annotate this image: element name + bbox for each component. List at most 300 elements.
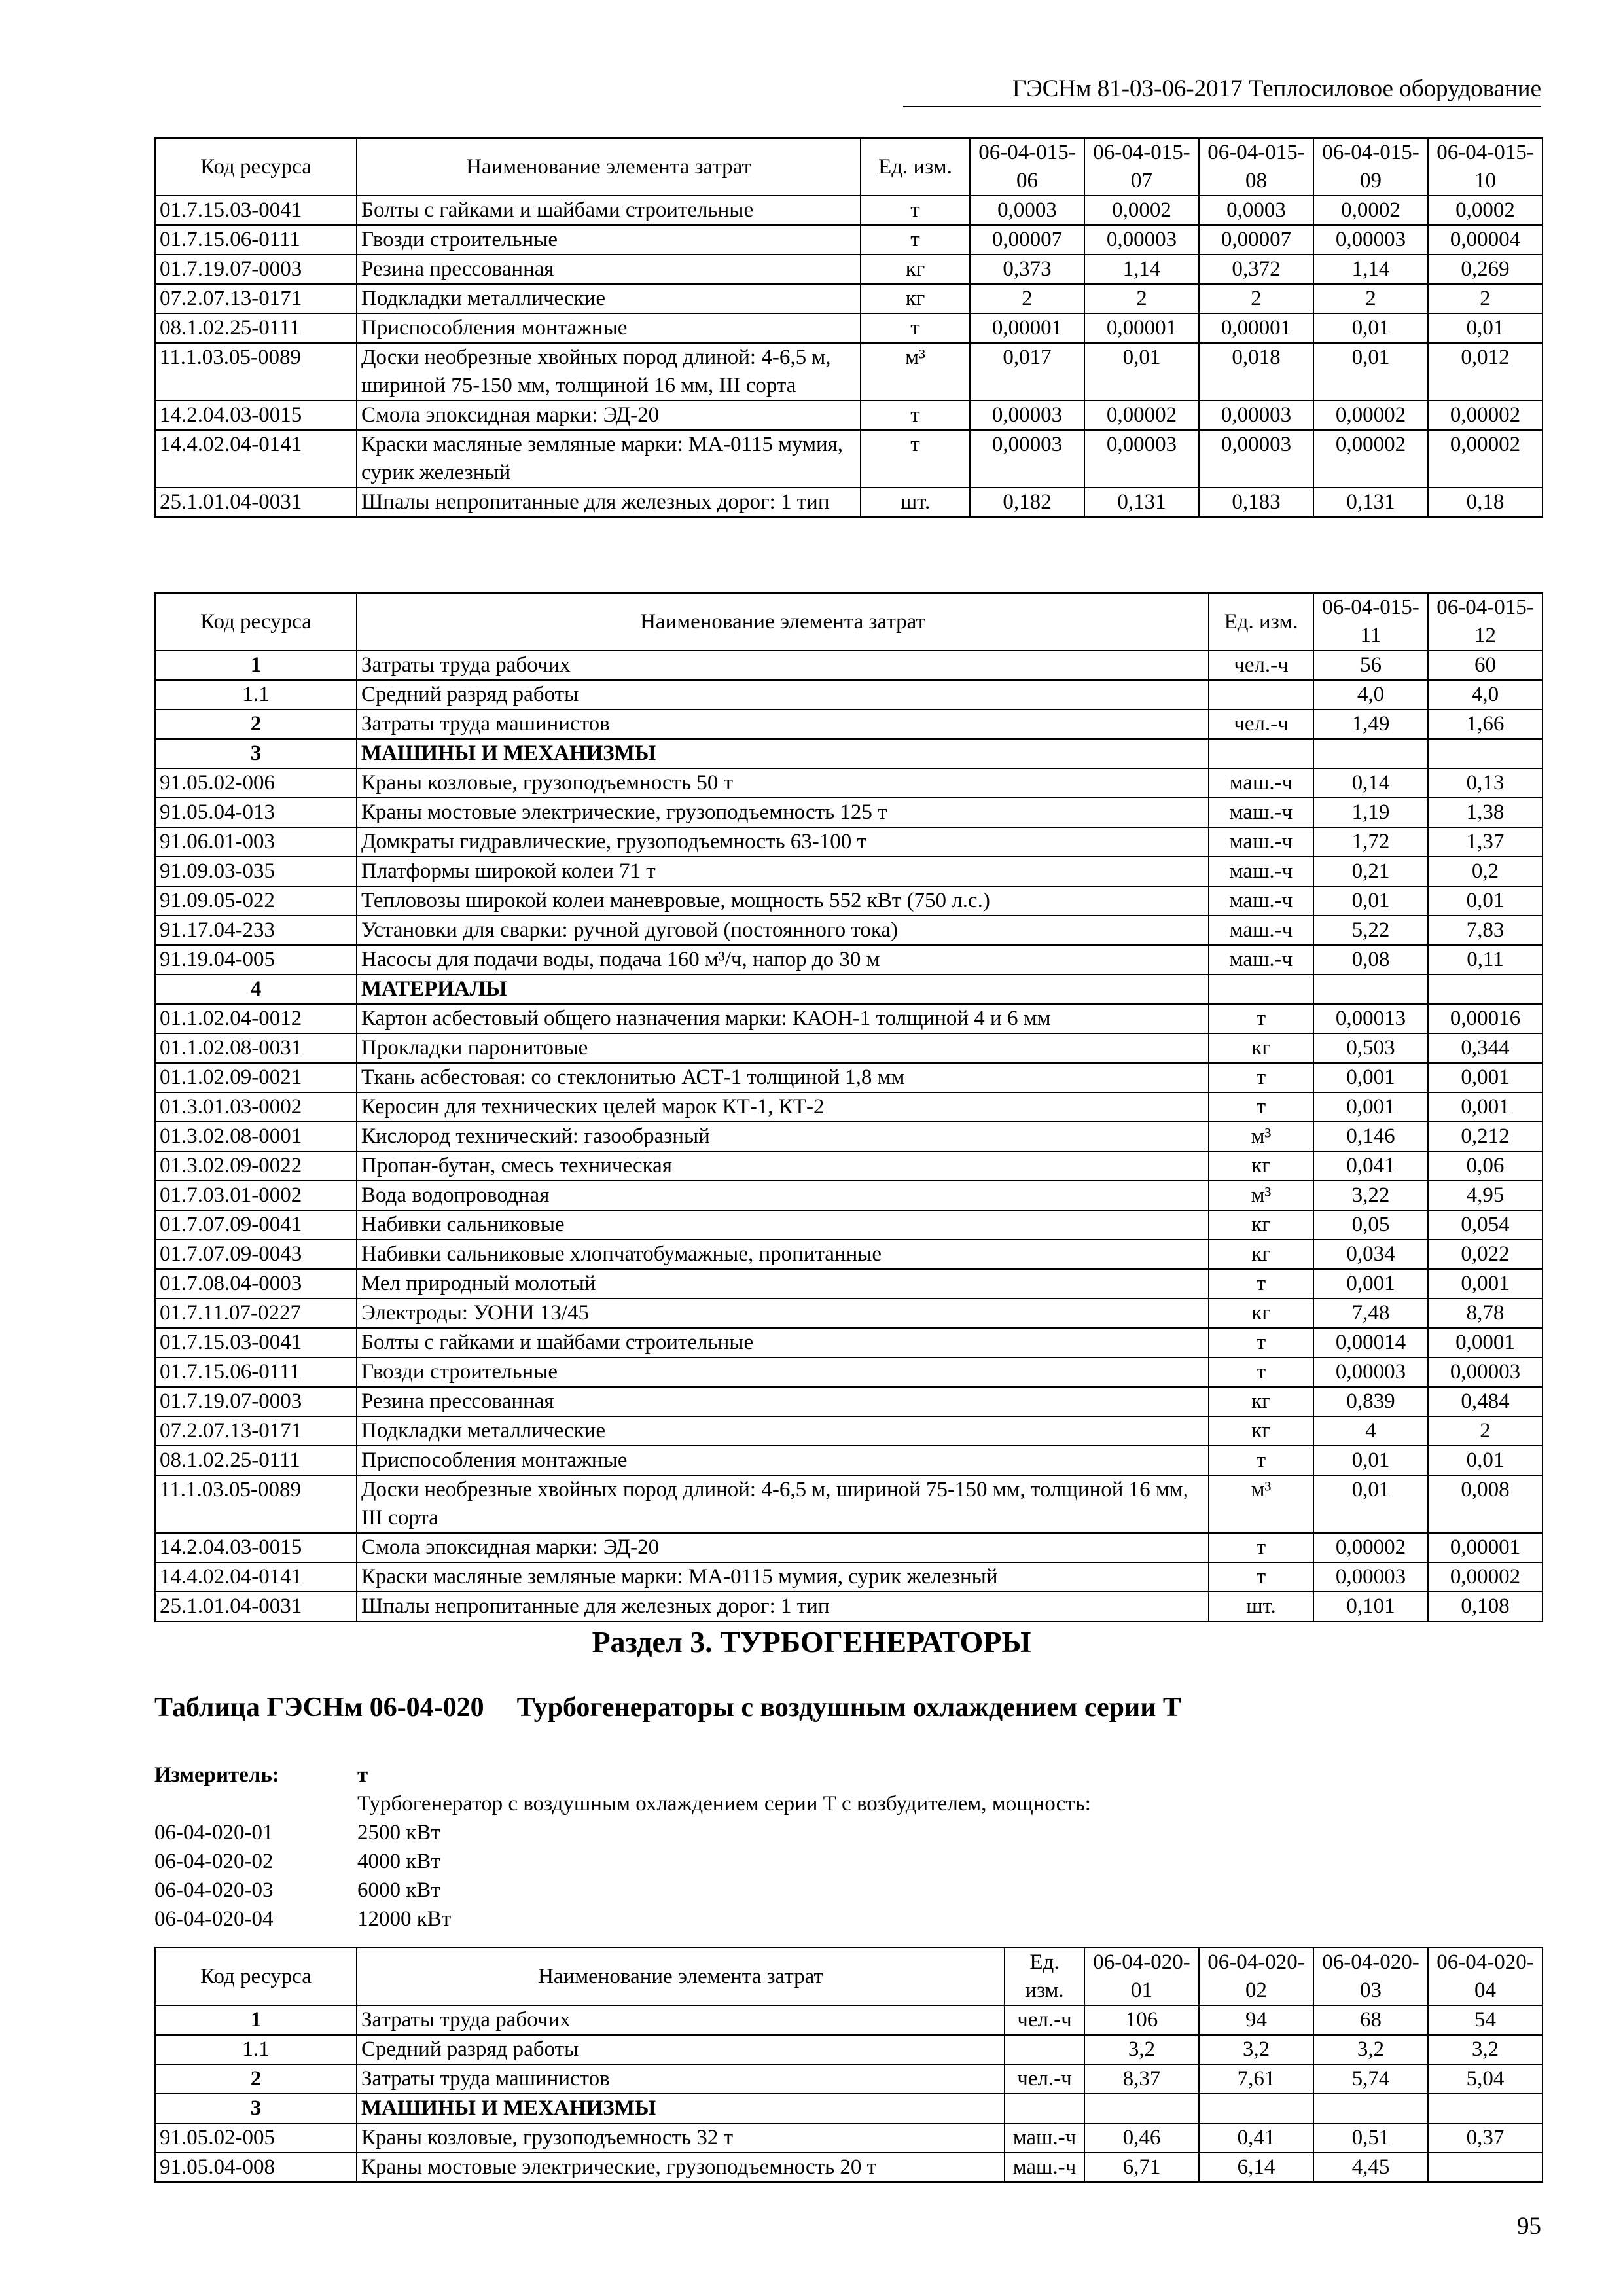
column-header: 06-04-015-10 xyxy=(1428,138,1543,196)
norm-value-cell: 106 xyxy=(1084,2005,1199,2035)
resource-name-cell: Затраты труда машинистов xyxy=(357,709,1209,739)
norm-value-cell: 0,06 xyxy=(1428,1151,1543,1181)
resource-code-cell: 01.7.15.03-0041 xyxy=(155,1328,357,1357)
table-row xyxy=(155,857,1543,886)
norm-value-cell: 0,08 xyxy=(1313,945,1428,975)
norm-value-cell: 6,71 xyxy=(1084,2153,1199,2182)
unit-cell: т xyxy=(861,430,970,488)
table-row xyxy=(155,1004,1543,1033)
resource-name-cell: Электроды: УОНИ 13/45 xyxy=(357,1299,1209,1328)
unit-cell: т xyxy=(1209,1269,1313,1299)
resource-name-cell: Средний разряд работы xyxy=(357,2035,1005,2064)
resource-code-cell: 01.7.07.09-0043 xyxy=(155,1240,357,1269)
table-name: Турбогенераторы с воздушным охлаждением серии Т xyxy=(516,1693,1181,1723)
norm-value-cell: 0,00003 xyxy=(970,430,1084,488)
norm-value-cell: 3,2 xyxy=(1084,2035,1199,2064)
norm-value-cell xyxy=(1313,2094,1428,2123)
norm-value-cell: 0,00003 xyxy=(1199,401,1313,430)
unit-cell: м³ xyxy=(1209,1475,1313,1533)
table-row xyxy=(155,651,1543,680)
norm-value-cell: 0,2 xyxy=(1428,857,1543,886)
unit-cell: т xyxy=(1209,1328,1313,1357)
table-row xyxy=(155,225,1543,255)
resource-table-020 xyxy=(154,1947,1543,2183)
norm-value-cell: 0,182 xyxy=(970,488,1084,517)
resource-code-cell: 01.7.19.07-0003 xyxy=(155,255,357,284)
column-header: Наименование элемента затрат xyxy=(357,138,861,196)
norm-value-cell: 0,37 xyxy=(1428,2123,1543,2153)
norm-value-cell: 0,18 xyxy=(1428,488,1543,517)
norm-value-cell: 0,21 xyxy=(1313,857,1428,886)
norm-value-cell: 0,00013 xyxy=(1313,1004,1428,1033)
table-header-row xyxy=(155,138,1543,196)
table-row xyxy=(155,1092,1543,1122)
table-row xyxy=(155,916,1543,945)
norm-value-cell: 1,66 xyxy=(1428,709,1543,739)
resource-code-cell: 91.09.03-035 xyxy=(155,857,357,886)
unit-cell: чел.-ч xyxy=(1209,709,1313,739)
column-header: 06-04-015-09 xyxy=(1313,138,1428,196)
table-row xyxy=(155,1446,1543,1475)
norm-value-cell: 0,00002 xyxy=(1428,430,1543,488)
norm-value-cell: 0,372 xyxy=(1199,255,1313,284)
table-row xyxy=(155,1328,1543,1357)
table-row xyxy=(155,827,1543,857)
column-header: Наименование элемента затрат xyxy=(357,593,1209,651)
norm-value-cell: 0,05 xyxy=(1313,1210,1428,1240)
unit-cell: маш.-ч xyxy=(1209,798,1313,827)
norm-value: 6000 кВт xyxy=(357,1878,440,1902)
resource-code-cell: 91.05.02-005 xyxy=(155,2123,357,2153)
column-header: Код ресурса xyxy=(155,138,357,196)
column-header: 06-04-015-11 xyxy=(1313,593,1428,651)
resource-name-cell: Платформы широкой колеи 71 т xyxy=(357,857,1209,886)
norm-value-cell xyxy=(1313,975,1428,1004)
norm-value-cell: 5,04 xyxy=(1428,2064,1543,2094)
norm-value-cell: 0,001 xyxy=(1313,1269,1428,1299)
resource-code-cell: 01.7.03.01-0002 xyxy=(155,1181,357,1210)
resource-name-cell: Средний разряд работы xyxy=(357,680,1209,709)
norm-value-cell: 0,51 xyxy=(1313,2123,1428,2153)
norm-value-cell: 4,45 xyxy=(1313,2153,1428,2182)
resource-code-cell: 1 xyxy=(155,651,357,680)
column-header: 06-04-020-02 xyxy=(1199,1948,1313,2005)
table-row xyxy=(155,798,1543,827)
unit-cell: маш.-ч xyxy=(1209,768,1313,798)
norm-value-cell xyxy=(1428,739,1543,768)
norm-value-cell: 1,49 xyxy=(1313,709,1428,739)
norm-value-cell: 0,00001 xyxy=(1199,314,1313,343)
norm-value-cell: 0,00002 xyxy=(1084,401,1199,430)
norm-value-cell: 0,00003 xyxy=(1313,1562,1428,1592)
unit-cell xyxy=(1209,680,1313,709)
resource-code-cell: 2 xyxy=(155,709,357,739)
resource-code-cell: 01.3.02.08-0001 xyxy=(155,1122,357,1151)
norm-value-cell: 5,22 xyxy=(1313,916,1428,945)
resource-code-cell: 01.1.02.04-0012 xyxy=(155,1004,357,1033)
column-header: Код ресурса xyxy=(155,593,357,651)
norm-value-cell: 0,00002 xyxy=(1313,430,1428,488)
resource-code-cell: 91.06.01-003 xyxy=(155,827,357,857)
norm-value-cell xyxy=(1428,975,1543,1004)
table-row xyxy=(155,255,1543,284)
norm-value-cell: 0,001 xyxy=(1428,1063,1543,1092)
norm-value-cell: 0,00002 xyxy=(1313,401,1428,430)
norm-value-cell: 1,14 xyxy=(1313,255,1428,284)
resource-code-cell: 08.1.02.25-0111 xyxy=(155,1446,357,1475)
resource-name-cell: Домкраты гидравлические, грузоподъемность 63-100 т xyxy=(357,827,1209,857)
unit-cell xyxy=(1005,2094,1084,2123)
table-row xyxy=(155,709,1543,739)
norm-value-cell: 0,041 xyxy=(1313,1151,1428,1181)
resource-table-015-06-10 xyxy=(154,137,1543,518)
unit-cell: маш.-ч xyxy=(1209,886,1313,916)
norm-value-cell: 0,00007 xyxy=(970,225,1084,255)
table-row xyxy=(155,1181,1543,1210)
unit-cell: чел.-ч xyxy=(1005,2064,1084,2094)
norm-value-cell: 0,503 xyxy=(1313,1033,1428,1063)
unit-cell: т xyxy=(861,401,970,430)
resource-name-cell: Краны мостовые электрические, грузоподъемность 125 т xyxy=(357,798,1209,827)
norm-value-cell: 0,101 xyxy=(1313,1592,1428,1621)
resource-table-015-11-12 xyxy=(154,592,1543,1622)
norm-value-cell: 68 xyxy=(1313,2005,1428,2035)
resource-name-cell: Болты с гайками и шайбами строительные xyxy=(357,1328,1209,1357)
table-row xyxy=(155,1562,1543,1592)
table-row xyxy=(155,2035,1543,2064)
norm-value: 4000 кВт xyxy=(357,1850,440,1873)
norm-value-cell: 0,00007 xyxy=(1199,225,1313,255)
norm-code: 06-04-020-04 xyxy=(154,1907,274,1931)
norm-value-cell: 1,38 xyxy=(1428,798,1543,827)
measurer-unit: т xyxy=(357,1763,368,1787)
table-row xyxy=(155,1033,1543,1063)
resource-name-cell: Затраты труда рабочих xyxy=(357,2005,1005,2035)
running-header: ГЭСНм 81-03-06-2017 Теплосиловое оборудование xyxy=(903,73,1541,107)
norm-value-cell: 0,108 xyxy=(1428,1592,1543,1621)
resource-code-cell: 08.1.02.25-0111 xyxy=(155,314,357,343)
resource-name-cell: Мел природный молотый xyxy=(357,1269,1209,1299)
resource-name-cell: Приспособления монтажные xyxy=(357,314,861,343)
resource-code-cell: 2 xyxy=(155,2064,357,2094)
norm-value-cell: 0,484 xyxy=(1428,1387,1543,1416)
resource-code-cell: 1 xyxy=(155,2005,357,2035)
resource-name-cell: Гвозди строительные xyxy=(357,225,861,255)
unit-cell: маш.-ч xyxy=(1005,2123,1084,2153)
unit-cell: кг xyxy=(861,255,970,284)
table-row xyxy=(155,739,1543,768)
norm-value-cell: 1,14 xyxy=(1084,255,1199,284)
resource-name-cell: Краски масляные земляные марки: МА-0115 мумия, сурик железный xyxy=(357,430,861,488)
resource-code-cell: 01.7.15.03-0041 xyxy=(155,196,357,225)
norm-value-cell: 0,0003 xyxy=(970,196,1084,225)
measurer-label: Измеритель: xyxy=(154,1763,279,1787)
norm-value-cell: 0,00003 xyxy=(1313,1357,1428,1387)
norm-value-cell: 1,19 xyxy=(1313,798,1428,827)
table-row xyxy=(155,945,1543,975)
section-title: Раздел 3. ТУРБОГЕНЕРАТОРЫ xyxy=(592,1625,1031,1659)
unit-cell: кг xyxy=(1209,1387,1313,1416)
unit-cell: кг xyxy=(1209,1151,1313,1181)
unit-cell: маш.-ч xyxy=(1005,2153,1084,2182)
unit-cell: м³ xyxy=(861,343,970,401)
norm-value-cell: 0,01 xyxy=(1428,1446,1543,1475)
norm-value-cell: 2 xyxy=(1199,284,1313,314)
norm-value-cell: 0,00004 xyxy=(1428,225,1543,255)
norm-value-cell: 0,018 xyxy=(1199,343,1313,401)
norm-value-cell: 0,13 xyxy=(1428,768,1543,798)
column-header: 06-04-020-04 xyxy=(1428,1948,1543,2005)
norm-value-cell: 7,48 xyxy=(1313,1299,1428,1328)
table-row xyxy=(155,1122,1543,1151)
resource-code-cell: 4 xyxy=(155,975,357,1004)
unit-cell: м³ xyxy=(1209,1181,1313,1210)
norm-value-cell: 0,14 xyxy=(1313,768,1428,798)
table-row xyxy=(155,1269,1543,1299)
norm-value-cell: 4,0 xyxy=(1313,680,1428,709)
unit-cell: т xyxy=(1209,1063,1313,1092)
norm-value-cell: 0,01 xyxy=(1313,314,1428,343)
norm-code: 06-04-020-03 xyxy=(154,1878,274,1902)
norm-value-cell: 0,146 xyxy=(1313,1122,1428,1151)
unit-cell: шт. xyxy=(1209,1592,1313,1621)
norm-value-cell: 0,00003 xyxy=(1084,430,1199,488)
table-row xyxy=(155,314,1543,343)
norm-value-cell: 4,95 xyxy=(1428,1181,1543,1210)
resource-name-cell: Вода водопроводная xyxy=(357,1181,1209,1210)
norm-value-cell: 60 xyxy=(1428,651,1543,680)
norm-value-cell: 0,001 xyxy=(1313,1092,1428,1122)
unit-cell: кг xyxy=(1209,1033,1313,1063)
norm-value-cell: 54 xyxy=(1428,2005,1543,2035)
table-row xyxy=(155,401,1543,430)
table-row xyxy=(155,488,1543,517)
norm-value-cell: 0,839 xyxy=(1313,1387,1428,1416)
norm-value-cell: 0,46 xyxy=(1084,2123,1199,2153)
unit-cell: кг xyxy=(1209,1299,1313,1328)
resource-name-cell: Краны козловые, грузоподъемность 50 т xyxy=(357,768,1209,798)
unit-cell: кг xyxy=(1209,1416,1313,1446)
resource-name-cell: Болты с гайками и шайбами строительные xyxy=(357,196,861,225)
norm-value-cell: 0,373 xyxy=(970,255,1084,284)
norm-value: 2500 кВт xyxy=(357,1821,440,1844)
column-header: Ед. изм. xyxy=(1209,593,1313,651)
resource-code-cell: 11.1.03.05-0089 xyxy=(155,1475,357,1533)
table-header-row xyxy=(155,593,1543,651)
column-header: Наименование элемента затрат xyxy=(357,1948,1005,2005)
resource-name-cell: МАТЕРИАЛЫ xyxy=(357,975,1209,1004)
resource-name-cell: Набивки сальниковые xyxy=(357,1210,1209,1240)
norm-value-cell: 0,212 xyxy=(1428,1122,1543,1151)
table-row xyxy=(155,430,1543,488)
norm-value-cell: 0,0001 xyxy=(1428,1328,1543,1357)
unit-cell: маш.-ч xyxy=(1209,857,1313,886)
resource-name-cell: Резина прессованная xyxy=(357,255,861,284)
norm-value-cell: 0,00001 xyxy=(1428,1533,1543,1562)
norm-value-cell: 0,183 xyxy=(1199,488,1313,517)
norm-value-cell: 94 xyxy=(1199,2005,1313,2035)
unit-cell: маш.-ч xyxy=(1209,916,1313,945)
resource-name-cell: Ткань асбестовая: со стеклонитью АСТ-1 толщиной 1,8 мм xyxy=(357,1063,1209,1092)
resource-name-cell: Гвозди строительные xyxy=(357,1357,1209,1387)
resource-name-cell: Тепловозы широкой колеи маневровые, мощность 552 кВт (750 л.с.) xyxy=(357,886,1209,916)
unit-cell: т xyxy=(861,225,970,255)
norm-value-cell: 0,0002 xyxy=(1313,196,1428,225)
table-row xyxy=(155,2094,1543,2123)
resource-name-cell: Подкладки металлические xyxy=(357,1416,1209,1446)
resource-name-cell: Картон асбестовый общего назначения марки: КАОН-1 толщиной 4 и 6 мм xyxy=(357,1004,1209,1033)
table-row xyxy=(155,1416,1543,1446)
norm-value-cell: 0,00014 xyxy=(1313,1328,1428,1357)
measurer-description: Турбогенератор с воздушным охлаждением серии Т с возбудителем, мощность: xyxy=(357,1792,1091,1816)
resource-code-cell: 01.1.02.09-0021 xyxy=(155,1063,357,1092)
resource-name-cell: Подкладки металлические xyxy=(357,284,861,314)
norm-value-cell: 0,41 xyxy=(1199,2123,1313,2153)
norm-value-cell xyxy=(1084,2094,1199,2123)
norm-value-cell: 0,01 xyxy=(1428,314,1543,343)
table-row xyxy=(155,2123,1543,2153)
table-row xyxy=(155,1592,1543,1621)
unit-cell: кг xyxy=(1209,1210,1313,1240)
unit-cell: т xyxy=(1209,1092,1313,1122)
resource-name-cell: Затраты труда рабочих xyxy=(357,651,1209,680)
measurer-block xyxy=(154,1761,1091,1933)
norm-value-cell: 7,61 xyxy=(1199,2064,1313,2094)
table-row xyxy=(155,2153,1543,2182)
norm-value-cell: 0,00003 xyxy=(1313,225,1428,255)
norm-value-cell: 0,00002 xyxy=(1313,1533,1428,1562)
norm-value-cell: 5,74 xyxy=(1313,2064,1428,2094)
unit-cell: чел.-ч xyxy=(1005,2005,1084,2035)
resource-code-cell: 01.3.01.03-0002 xyxy=(155,1092,357,1122)
table-row xyxy=(155,1357,1543,1387)
resource-name-cell: Насосы для подачи воды, подача 160 м³/ч, напор до 30 м xyxy=(357,945,1209,975)
norm-code: 06-04-020-02 xyxy=(154,1850,274,1873)
norm-value-cell: 0,008 xyxy=(1428,1475,1543,1533)
resource-code-cell: 91.05.04-013 xyxy=(155,798,357,827)
norm-value-cell: 0,022 xyxy=(1428,1240,1543,1269)
table-title xyxy=(154,1692,1181,1723)
norm-value-cell: 0,0002 xyxy=(1428,196,1543,225)
resource-name-cell: Приспособления монтажные xyxy=(357,1446,1209,1475)
norm-value-cell: 0,012 xyxy=(1428,343,1543,401)
resource-code-cell: 91.19.04-005 xyxy=(155,945,357,975)
resource-code-cell: 91.05.02-006 xyxy=(155,768,357,798)
resource-name-cell: Смола эпоксидная марки: ЭД-20 xyxy=(357,401,861,430)
table-row xyxy=(155,343,1543,401)
table-row xyxy=(155,196,1543,225)
resource-code-cell: 01.7.11.07-0227 xyxy=(155,1299,357,1328)
resource-name-cell: МАШИНЫ И МЕХАНИЗМЫ xyxy=(357,739,1209,768)
norm-value-cell: 0,0002 xyxy=(1084,196,1199,225)
norm-code: 06-04-020-01 xyxy=(154,1821,274,1844)
resource-code-cell: 25.1.01.04-0031 xyxy=(155,1592,357,1621)
resource-code-cell: 07.2.07.13-0171 xyxy=(155,284,357,314)
norm-value-cell: 7,83 xyxy=(1428,916,1543,945)
norm-value-cell: 0,01 xyxy=(1428,886,1543,916)
norm-value-cell: 6,14 xyxy=(1199,2153,1313,2182)
norm-value-cell: 0,00003 xyxy=(1199,430,1313,488)
unit-cell: кг xyxy=(1209,1240,1313,1269)
norm-value-cell: 0,01 xyxy=(1313,1475,1428,1533)
norm-value-cell: 1,37 xyxy=(1428,827,1543,857)
table-row xyxy=(155,1475,1543,1533)
table-row xyxy=(155,1151,1543,1181)
resource-code-cell: 01.7.08.04-0003 xyxy=(155,1269,357,1299)
table-row xyxy=(155,768,1543,798)
norm-value-cell: 3,2 xyxy=(1313,2035,1428,2064)
norm-value-cell: 0,11 xyxy=(1428,945,1543,975)
unit-cell: т xyxy=(861,196,970,225)
norm-value-cell: 4,0 xyxy=(1428,680,1543,709)
resource-name-cell: Кислород технический: газообразный xyxy=(357,1122,1209,1151)
unit-cell xyxy=(1209,739,1313,768)
norm-value-cell: 2 xyxy=(1428,1416,1543,1446)
norm-value-cell: 0,269 xyxy=(1428,255,1543,284)
table-row xyxy=(155,1533,1543,1562)
resource-name-cell: Установки для сварки: ручной дуговой (постоянного тока) xyxy=(357,916,1209,945)
norm-value-cell: 8,37 xyxy=(1084,2064,1199,2094)
resource-name-cell: Смола эпоксидная марки: ЭД-20 xyxy=(357,1533,1209,1562)
norm-value-cell: 0,00016 xyxy=(1428,1004,1543,1033)
norm-value-cell xyxy=(1199,2094,1313,2123)
resource-code-cell: 01.7.07.09-0041 xyxy=(155,1210,357,1240)
table-row xyxy=(155,284,1543,314)
norm-value-cell: 0,00002 xyxy=(1428,401,1543,430)
resource-code-cell: 3 xyxy=(155,2094,357,2123)
norm-value-cell: 2 xyxy=(1428,284,1543,314)
resource-name-cell: Пропан-бутан, смесь техническая xyxy=(357,1151,1209,1181)
table-row xyxy=(155,1063,1543,1092)
resource-code-cell: 1.1 xyxy=(155,2035,357,2064)
norm-value-cell: 0,00003 xyxy=(1084,225,1199,255)
unit-cell xyxy=(1209,975,1313,1004)
norm-value-cell: 0,344 xyxy=(1428,1033,1543,1063)
unit-cell xyxy=(1005,2035,1084,2064)
norm-value-cell: 2 xyxy=(1084,284,1199,314)
page-number: 95 xyxy=(1517,2213,1541,2240)
resource-code-cell: 11.1.03.05-0089 xyxy=(155,343,357,401)
norm-value-cell: 0,017 xyxy=(970,343,1084,401)
resource-name-cell: Шпалы непропитанные для железных дорог: 1 тип xyxy=(357,488,861,517)
norm-value-cell: 4 xyxy=(1313,1416,1428,1446)
table-row xyxy=(155,680,1543,709)
column-header: 06-04-015-07 xyxy=(1084,138,1199,196)
resource-code-cell: 14.2.04.03-0015 xyxy=(155,1533,357,1562)
norm-value-cell: 0,01 xyxy=(1313,886,1428,916)
norm-value-cell: 0,054 xyxy=(1428,1210,1543,1240)
resource-code-cell: 14.4.02.04-0141 xyxy=(155,430,357,488)
norm-value-cell: 0,01 xyxy=(1313,343,1428,401)
resource-code-cell: 07.2.07.13-0171 xyxy=(155,1416,357,1446)
column-header: 06-04-020-03 xyxy=(1313,1948,1428,2005)
table-row xyxy=(155,2064,1543,2094)
column-header: 06-04-015-12 xyxy=(1428,593,1543,651)
table-header-row xyxy=(155,1948,1543,2005)
norm-value-cell: 0,00001 xyxy=(970,314,1084,343)
norm-value-cell: 0,034 xyxy=(1313,1240,1428,1269)
table-row xyxy=(155,975,1543,1004)
column-header: 06-04-015-08 xyxy=(1199,138,1313,196)
table-code: Таблица ГЭСНм 06-04-020 xyxy=(154,1693,484,1723)
norm-value-cell: 0,001 xyxy=(1313,1063,1428,1092)
unit-cell: кг xyxy=(861,284,970,314)
norm-value-cell: 1,72 xyxy=(1313,827,1428,857)
resource-code-cell: 25.1.01.04-0031 xyxy=(155,488,357,517)
resource-name-cell: Керосин для технических целей марок КТ-1, КТ-2 xyxy=(357,1092,1209,1122)
norm-value-cell: 0,131 xyxy=(1084,488,1199,517)
unit-cell: маш.-ч xyxy=(1209,945,1313,975)
